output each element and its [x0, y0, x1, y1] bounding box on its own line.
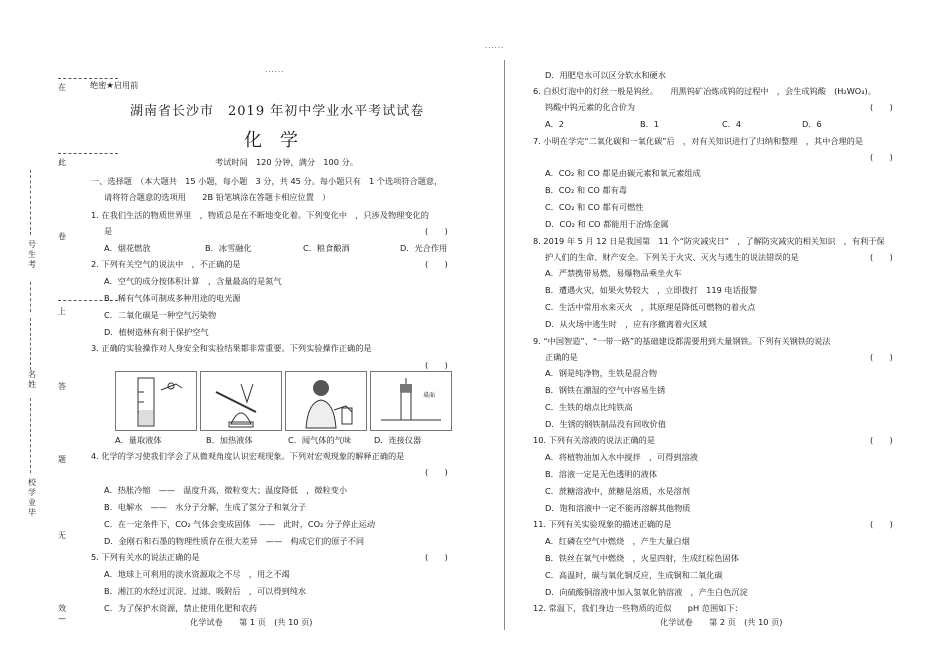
question-7: 7. 小明在学完“二氧化碳和一氧化碳”后 ，对有关知识进行了归纳和整理 ，其中合理的是 — [533, 136, 864, 146]
page-footer-2: 化学试卷 第 2 页 (共 10 页) — [660, 617, 783, 627]
page-footer-1: 化学试卷 第 1 页 (共 10 页) — [190, 617, 313, 627]
option: C．为了保护水资源，禁止使用化肥和农药 — [104, 603, 258, 613]
answer-paren: ( ) — [870, 152, 893, 162]
option: B．CO₂ 和 CO 都有毒 — [545, 185, 627, 195]
section-heading: 一、选择题 （本大题共 15 小题，每小题 3 分，共 45 分。每小题只有 1 个选项符合题意， — [91, 176, 443, 186]
question-10: 10. 下列有关溶液的说法正确的是 — [533, 435, 656, 445]
option: A．严禁携带易燃、易爆物品乘坐火车 — [545, 268, 682, 278]
binding-char-xiao: 效 — [58, 604, 66, 613]
option: D．向硫酸铜溶液中加入氢氧化钠溶液 ，产生白色沉淀 — [545, 587, 748, 597]
option: B．遭遇火灾，如果火势较大 ，立即拨打 119 电话报警 — [545, 285, 758, 295]
question-1-cont: 是 — [104, 226, 113, 236]
lab-image-measure-liquid — [115, 371, 197, 431]
option: A．CO₂ 和 CO 都是由碳元素和氧元素组成 — [545, 168, 701, 178]
bench-label: 桌面 — [423, 392, 436, 399]
option: A．烟花燃放 — [104, 243, 151, 253]
option: B．电解水 —— 水分子分解，生成了氢分子和氧分子 — [104, 502, 307, 512]
option: C．在一定条件下，CO₂ 气体会变成固体 —— 此时，CO₂ 分子停止运动 — [104, 519, 376, 529]
column-divider — [504, 60, 505, 630]
option: B．加热液体 — [206, 435, 253, 445]
binding-char-juan: 卷 — [58, 232, 66, 241]
question-9: 9. “中国智造”、“一带一路”的基础建设都需要用到大量钢铁。下列有关钢铁的说法 — [533, 336, 831, 346]
binding-char-ti: 题 — [58, 455, 66, 464]
binding-line — [58, 78, 118, 79]
question-11: 11. 下列有关实验现象的描述正确的是 — [533, 519, 672, 529]
option: A．钢是纯净物，生铁是混合物 — [545, 368, 658, 378]
option: C．生铁的熔点比纯铁高 — [545, 402, 633, 412]
binding-char-zai: 在 — [58, 83, 66, 92]
option: C．4 — [722, 119, 742, 129]
answer-paren: ( ) — [870, 435, 893, 445]
exam-number-label: 号 生 考 — [28, 240, 44, 269]
question-8: 8. 2019 年 5 月 12 日是我国第 11 个“防灾减灾日” ，了解防灾减灾的相关知识 ，有利于保 — [533, 236, 885, 246]
question-4: 4. 化学的学习使我们学会了从微观角度认识宏观现象。下列对宏观现象的解释正确的是 — [91, 451, 405, 461]
option: A．地球上可利用的淡水资源取之不尽 ，用之不竭 — [104, 569, 290, 579]
answer-paren: ( ) — [870, 252, 893, 262]
question-5: 5. 下列有关水的说法正确的是 — [91, 552, 200, 562]
binding-dash: — — [58, 614, 66, 623]
option: B．铁丝在氧气中燃烧 ，火星四射，生成红棕色固体 — [545, 553, 739, 563]
option: C．闻气体的气味 — [288, 435, 352, 445]
graduated-cylinder-icon — [116, 372, 196, 430]
option: D．从火场中逃生时 ，应有序撤离着火区域 — [545, 319, 707, 329]
exam-title: 湖南省长沙市 2019 年初中学业水平考试试卷 — [130, 104, 425, 119]
option: B．1 — [640, 119, 660, 129]
question-6-cont: 钨酸中钨元素的化合价为 — [545, 102, 636, 112]
option: A．2 — [545, 119, 564, 129]
option: B．湘江的水经过沉淀、过滤、吸附后 ，可以得到纯水 — [104, 586, 307, 596]
person-smelling-icon — [286, 372, 366, 430]
binding-line — [30, 318, 31, 370]
exam-info: 考试时间 120 分钟，满分 100 分。 — [215, 157, 358, 167]
option: C．蔗糖溶液中，蔗糖是溶质，水是溶剂 — [545, 486, 690, 496]
option: B．溶液一定是无色透明的液体 — [545, 469, 658, 479]
binding-line — [30, 282, 31, 312]
binding-line — [30, 398, 31, 473]
option: B．稀有气体可制成多种用途的电光源 — [104, 293, 241, 303]
option: C．二氧化碳是一种空气污染物 — [104, 310, 217, 320]
answer-paren: ( ) — [425, 360, 448, 370]
question-12: 12. 常温下，我们身边一些物质的近似 pH 范围如下： — [533, 603, 743, 613]
answer-paren: ( ) — [425, 467, 448, 477]
option: A．量取液体 — [115, 435, 162, 445]
question-9-cont: 正确的是 — [545, 352, 578, 362]
option: B．钢铁在潮湿的空气中容易生锈 — [545, 385, 666, 395]
option: A．空气的成分按体积计算 ，含量最高的是氮气 — [104, 276, 282, 286]
lab-image-heat-liquid — [200, 371, 282, 431]
question-2: 2. 下列有关空气的说法中 ，不正确的是 — [91, 259, 241, 269]
option: A．热胀冷缩 —— 温度升高，微粒变大；温度降低 ，微粒变小 — [104, 485, 348, 495]
heating-test-tube-icon — [201, 372, 281, 430]
test-tube-stopper-icon — [371, 372, 451, 430]
answer-paren: ( ) — [425, 259, 448, 269]
option: B．冰雪融化 — [205, 243, 252, 253]
option: C．高温时，碳与氧化铜反应，生成铜和二氧化碳 — [545, 570, 723, 580]
question-1: 1. 在我们生活的物质世界里 ，物质总是在不断地变化着。下列变化中 ，只涉及物理变化的 — [91, 210, 429, 220]
question-6: 6. 白炽灯泡中的灯丝一般是钨丝。 用黑钨矿冶炼成钨的过程中 ，会生成钨酸 (H₂WO₄)。 — [533, 86, 876, 96]
name-label: 名 姓 — [28, 370, 44, 389]
option: D．饱和溶液中一定不能再溶解其他物质 — [545, 503, 691, 513]
option: C．粮食酿酒 — [303, 243, 350, 253]
confidential-seal: 绝密★启用前 — [90, 80, 139, 90]
binding-char-da: 答 — [58, 382, 66, 391]
binding-char-shang: 上 — [58, 307, 66, 316]
question-8-cont: 护人们的生命、财产安全。下列关于火灾、灭火与逃生的说法错误的是 — [545, 252, 799, 262]
page-marks: ...... — [485, 42, 505, 50]
subject-title: 化学 — [244, 130, 316, 151]
section-heading-cont: 请将符合题意的选项用 2B 铅笔填涂在答题卡相应位置 ） — [104, 192, 331, 202]
option: D．6 — [802, 119, 822, 129]
option: D．CO₂ 和 CO 都能用于冶炼金属 — [545, 219, 669, 229]
option: A．将植物油加入水中搅拌 ，可得到溶液 — [545, 452, 698, 462]
answer-paren: ( ) — [870, 519, 893, 529]
answer-paren: ( ) — [870, 102, 893, 112]
school-label: 校 学 业 毕 — [28, 478, 44, 517]
option: D．生锈的钢铁制品没有回收价值 — [545, 419, 666, 429]
option: D．植树造林有利于保护空气 — [104, 327, 209, 337]
option: D．光合作用 — [400, 243, 448, 253]
option: C．CO₂ 和 CO 都有可燃性 — [545, 202, 644, 212]
option: D．金刚石和石墨的物理性质存在很大差异 —— 构成它们的原子不同 — [104, 536, 365, 546]
page-marks: ...... — [265, 66, 285, 74]
lab-image-smell-gas — [285, 371, 367, 431]
answer-paren: ( ) — [870, 352, 893, 362]
option: A．红磷在空气中燃烧 ，产生大量白烟 — [545, 536, 690, 546]
option: D．连接仪器 — [374, 435, 422, 445]
option: C．生活中常用水来灭火 ，其原理是降低可燃物的着火点 — [545, 302, 756, 312]
option: D．用肥皂水可以区分软水和硬水 — [545, 70, 666, 80]
lab-image-connect-apparatus — [370, 371, 452, 431]
answer-paren: ( ) — [425, 552, 448, 562]
binding-char-wu: 无 — [58, 531, 66, 540]
binding-line — [30, 170, 31, 235]
binding-char-ci: 此 — [58, 158, 66, 167]
question-3: 3. 正确的实验操作对人身安全和实验结果都非常重要。下列实验操作正确的是 — [91, 343, 372, 353]
binding-line — [58, 153, 118, 154]
answer-paren: ( ) — [425, 226, 448, 236]
